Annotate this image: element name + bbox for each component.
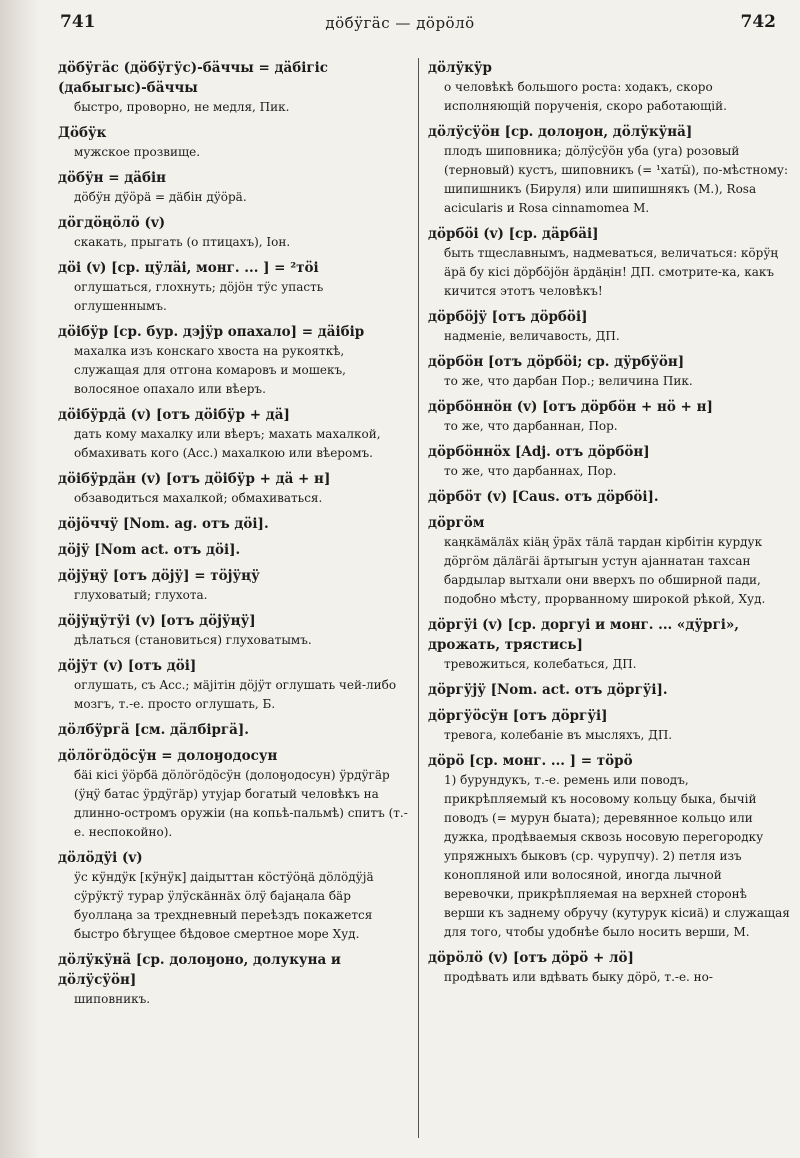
- entry-headword: дӧргӱӧсӱн [отъ дӧргӱі]: [428, 708, 608, 724]
- entry-headword: дӧргӧм: [428, 515, 485, 531]
- entry-headword: дӧі (v) [ср. цӱлäі, монг. ... ] = ²тӧі: [58, 260, 319, 276]
- entry-definition: скакать, прыгать (о птицахъ), Іон.: [74, 235, 291, 249]
- entry-definition: то же, что дарбаннан, Пор.: [444, 419, 618, 433]
- dictionary-entry: [58, 405, 410, 463]
- entry-definition: дѣлаться (становиться) глуховатымъ.: [74, 633, 312, 647]
- entry-headword: дӧрбӧн [отъ дӧрбӧі; ср. дӱрбӱӧн]: [428, 354, 685, 370]
- entry-headword: дӧјӱңӱтӱі (v) [отъ дӧјӱңӱ]: [58, 613, 256, 629]
- entry-headword: дӧібӱрдäн (v) [отъ дӧібӱр + дä + н]: [58, 471, 331, 487]
- entry-headword: дӧјӱңӱ [отъ дӧјӱ] = тӧјӱңӱ: [58, 568, 260, 584]
- entry-headword: дӧргӱі (v) [ср. доргуі и монг. ... «дӱргі», дрожать, трястись]: [428, 617, 739, 653]
- column-divider: [418, 58, 419, 1138]
- dictionary-entry: [428, 487, 790, 507]
- entry-definition: дать кому махалку или вѣеръ; махать махалкой, обмахивать кого (Acc.) махалкою или вѣеромъ.: [74, 427, 381, 460]
- dictionary-entry: [428, 58, 790, 116]
- entry-headword: дӧрбӧі (v) [ср. дäрбäі]: [428, 226, 599, 242]
- dictionary-entry: [58, 950, 410, 1009]
- entry-definition: быстро, проворно, не медля, Пик.: [74, 100, 290, 114]
- entry-definition: мужское прозвище.: [74, 145, 201, 159]
- entry-definition: быть тщеславнымъ, надмеваться, величаться: кӧрӱң äрä бу кісі дӧрбӧјӧн äрдäңін! ДП. смотрите-ка, какъ кичится этотъ человѣкъ!: [444, 246, 779, 298]
- entry-headword: дӧрӧлӧ (v) [отъ дӧрӧ + лӧ]: [428, 950, 634, 966]
- dictionary-entry: [58, 566, 410, 605]
- entry-definition: каңкäмäлäх кіäң ӱрäх тäлä тардан кірбітін курдук дӧргӧм дäлäгäі äртыгын устун аjаннатан тахсан бардылар вытхали они вверхъ по обширной пади, подобно мѣсту, прорванному широкой рѣкой, Худ.: [444, 535, 766, 606]
- page-header: [20, 12, 780, 42]
- dictionary-entry: [428, 442, 790, 481]
- entry-definition: махалка изъ конскаго хвоста на рукояткѣ, служащая для отгона комаровъ и мошекъ, волосяное опахало или вѣеръ.: [74, 344, 346, 396]
- entry-headword: дӧјӧччӱ [Nom. ag. отъ дӧі].: [58, 516, 269, 532]
- entry-definition: продѣвать или вдѣвать быку дӧрӧ, т.-е. но-: [444, 970, 713, 984]
- dictionary-entry: [58, 848, 410, 944]
- entry-headword: дӧрбӧјӱ [отъ дӧрбӧі]: [428, 309, 588, 325]
- entry-definition: 1) бурундукъ, т.-е. ремень или поводъ, прикрѣпляемый къ носовому кольцу быка, бычій поводъ (= мурун быата); деревянное кольцо или дужка, продѣваемыя сквозь носовую перегородку упряжныхъ быковъ (ср. чурупчу). 2) петля изъ конопляной или волосяной, иногда лычной веревочки, прикрѣпляемая на верхней сторонѣ верши къ заднему обручу (кутурук кісиä) и служащая для того, чтобы удобнѣе было носить верши, М.: [444, 773, 790, 939]
- dictionary-entry: [58, 720, 410, 740]
- entry-headword: дӧрӧ [ср. монг. ... ] = тӧрӧ: [428, 753, 633, 769]
- entry-definition: тревога, колебаніе въ мысляхъ, ДП.: [444, 728, 673, 742]
- entry-definition: дӧбӱн дӱӧрä = дäбін дӱӧрä.: [74, 190, 247, 204]
- left-column: [58, 58, 410, 1148]
- dictionary-entry: [58, 540, 410, 560]
- entry-headword: дӧргӱјӱ [Nom. act. отъ дӧргӱі].: [428, 682, 668, 698]
- dictionary-entry: [58, 656, 410, 714]
- dictionary-entry: [58, 322, 410, 399]
- entry-headword: дӧгдӧңӧлӧ (v): [58, 215, 166, 231]
- dictionary-entry: [58, 58, 410, 117]
- dictionary-entry: [428, 706, 790, 745]
- right-page-number: 742: [740, 12, 776, 32]
- dictionary-entry: [58, 611, 410, 650]
- entry-headword: дӧлӧдӱі (v): [58, 850, 143, 866]
- entry-definition: ӱс кӱндӱк [кӱнӱк] даідыттан кӧстӱӧңä дӧлӧдӱjä сӱрӱктӱ турар ӱлӱскäннäх ӧлӱ баjаңала бäр буоллаңа за трехдневный переѣздъ покажется быстро бѣгущее бѣдовое смертное море Худ.: [74, 870, 374, 941]
- entry-headword: дӧрбӧннӧх [Adj. отъ дӧрбӧн]: [428, 444, 650, 460]
- entry-definition: оглушаться, глохнуть; дӧјӧн тӱс упасть оглушеннымъ.: [74, 280, 324, 313]
- entry-headword: дӧјӱ [Nom act. отъ дӧі].: [58, 542, 241, 558]
- entry-headword: дӧлӧгӧдӧсӱн = долоӈодосун: [58, 748, 278, 764]
- entry-definition: обзаводиться махалкой; обмахиваться.: [74, 491, 323, 505]
- entry-headword: Дӧбӱк: [58, 125, 107, 141]
- entry-definition: оглушать, съ Acc.; мäјітін дӧјӱт оглушать чей-либо мозгъ, т.-е. просто оглушать, Б.: [74, 678, 397, 711]
- dictionary-entry: [428, 397, 790, 436]
- entry-definition: то же, что дарбан Пор.; величина Пик.: [444, 374, 693, 388]
- dictionary-entry: [58, 469, 410, 508]
- dictionary-entry: [428, 615, 790, 674]
- entry-headword: дӧлӱкӱнä [ср. долоӈоно, долукуна и дӧлӱсӱӧн]: [58, 952, 341, 988]
- entry-headword: дӧбӱн = дäбін: [58, 170, 166, 186]
- dictionary-entry: [428, 224, 790, 301]
- running-title: дӧбӱгäс — дӧрӧлӧ: [325, 14, 475, 32]
- right-column: [428, 58, 790, 1148]
- dictionary-entry: [58, 258, 410, 316]
- entry-headword: дӧјӱт (v) [отъ дӧі]: [58, 658, 197, 674]
- dictionary-entry: [428, 751, 790, 942]
- dictionary-entry: [58, 168, 410, 207]
- entry-headword: дӧібӱр [ср. бур. дэјӱр опахало] = дäібір: [58, 324, 365, 340]
- entry-definition: о человѣкѣ большого роста: ходакъ, скоро исполняющій порученія, скоро работающій.: [444, 80, 727, 113]
- dictionary-entry: [58, 514, 410, 534]
- dictionary-entry: [428, 307, 790, 346]
- entry-headword: дӧбӱгäс (дӧбӱгӱс)-бäччы = дäбігіс (дабыгыс)-бäччы: [58, 60, 329, 96]
- entry-headword: дӧрбӧт (v) [Caus. отъ дӧрбӧі].: [428, 489, 659, 505]
- entry-definition: шиповникъ.: [74, 992, 151, 1006]
- entry-headword: дӧлӱкӱр: [428, 60, 492, 76]
- dictionary-entry: [428, 352, 790, 391]
- dictionary-entry: [58, 213, 410, 252]
- dictionary-entry: [428, 122, 790, 218]
- entry-headword: дӧібӱрдä (v) [отъ дӧібӱр + дä]: [58, 407, 290, 423]
- entry-headword: дӧлбӱргä [см. дäлбіргä].: [58, 722, 250, 738]
- page-edge-shadow: [0, 0, 40, 1158]
- entry-definition: то же, что дарбаннах, Пор.: [444, 464, 617, 478]
- entry-definition: плодъ шиповника; дӧлӱсӱӧн уба (уга) розовый (терновый) кустъ, шиповникъ (= ¹хатӹ), по-мѣстному: шипишникъ (Бируля) или шипишнякъ (М.), Rosa acicularis и Rosa cinnamomea М.: [444, 144, 789, 215]
- entry-definition: надменіе, величавость, ДП.: [444, 329, 620, 343]
- dictionary-entry: [58, 123, 410, 162]
- entry-definition: бäі кісі ӱӧрбä дӧлӧгӧдӧсӱн (долоӈодосун) ӱрдӱгäр (ӱңӱ батас ӱрдӱгäр) утуjар богатый человѣкъ на длинно-остромъ оружіи (на копьѣ-пальмѣ) спитъ (т.-е. неспокойно).: [74, 768, 408, 839]
- dictionary-entry: [428, 948, 790, 987]
- entry-headword: дӧлӱсӱӧн [ср. долоӈон, дӧлӱкӱнä]: [428, 124, 693, 140]
- dictionary-entry: [58, 746, 410, 842]
- dictionary-entry: [428, 680, 790, 700]
- entry-definition: глуховатый; глухота.: [74, 588, 208, 602]
- dictionary-entry: [428, 513, 790, 609]
- entry-definition: тревожиться, колебаться, ДП.: [444, 657, 637, 671]
- left-page-number: 741: [60, 12, 96, 32]
- entry-headword: дӧрбӧннӧн (v) [отъ дӧрбӧн + нӧ + н]: [428, 399, 713, 415]
